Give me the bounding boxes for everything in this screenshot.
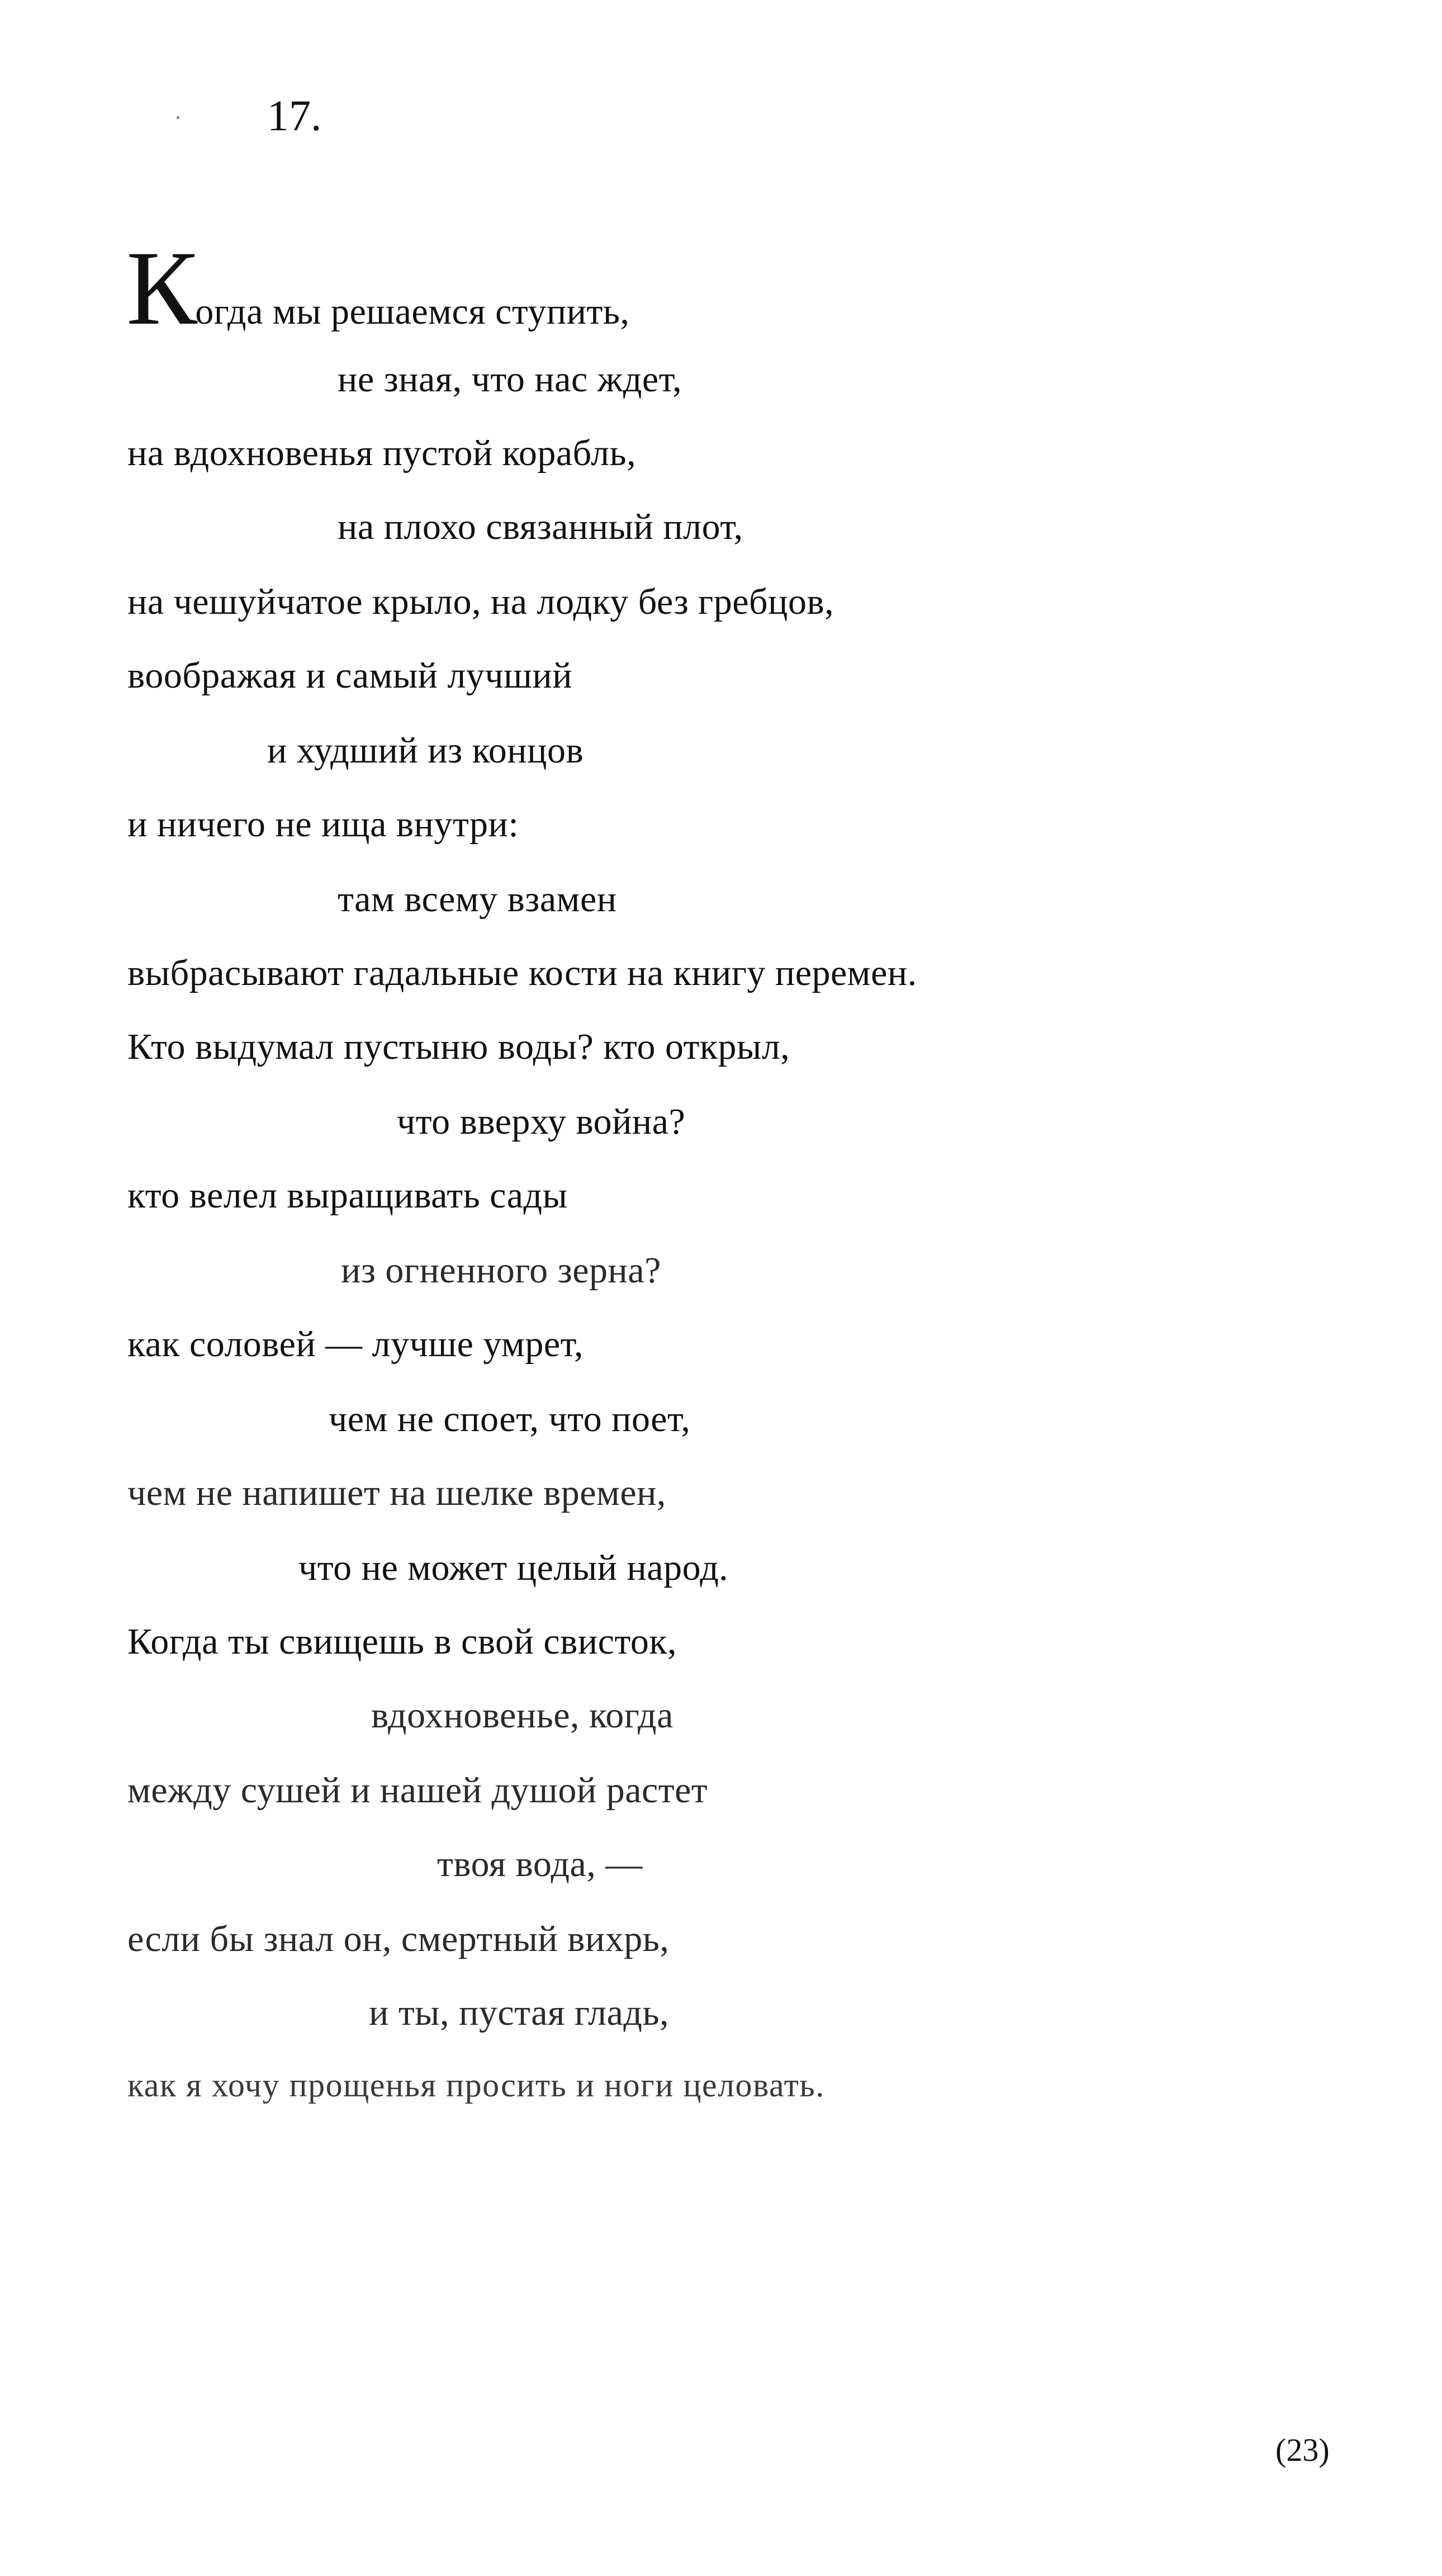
poem-line: на плохо связанный плот, — [338, 506, 743, 547]
poem-line: что не может целый народ. — [298, 1547, 729, 1588]
poem-line: выбрасывают гадальные кости на книгу перемен. — [127, 953, 917, 993]
poem-line: Когда ты свищешь в свой свисток, — [127, 1621, 677, 1662]
poem-line: чем не напишет на шелке времен, — [127, 1472, 666, 1513]
poem-line: что вверху война? — [397, 1101, 686, 1142]
poem-line: не зная, что нас ждет, — [338, 359, 682, 400]
poem-number: 17. — [267, 91, 322, 140]
poem-line: из огненного зерна? — [341, 1250, 661, 1291]
poem-line: вдохновенье, когда — [371, 1695, 673, 1736]
poem-line: и ничего не ища внутри: — [127, 804, 519, 845]
poem-line: и худший из концов — [267, 730, 584, 771]
page-number: (23) — [1275, 2432, 1330, 2468]
poem-line: и ты, пустая гладь, — [369, 1992, 670, 2033]
poem-line: на вдохновенья пустой корабль, — [127, 433, 637, 473]
drop-cap: К — [126, 230, 198, 347]
poem-line: там всему взамен — [338, 879, 617, 920]
scan-speck — [177, 116, 179, 119]
poem-line: твоя вода, — — [437, 1844, 643, 1884]
poem-line: если бы знал он, смертный вихрь, — [127, 1919, 670, 1959]
poem-line: Кто выдумал пустыню воды? кто открыл, — [127, 1026, 790, 1067]
poem-line-first — [126, 230, 630, 347]
poem-line: кто велел выращивать сады — [127, 1175, 568, 1216]
poem-line: как соловей — лучше умрет, — [127, 1324, 584, 1365]
poem-line-text: огда мы решаемся ступить, — [195, 291, 630, 332]
poem-line: на чешуйчатое крыло, на лодку без гребцов, — [127, 581, 834, 622]
poem-line: как я хочу прощенья просить и ноги целовать. — [127, 2067, 825, 2104]
poem-line: воображая и самый лучший — [127, 655, 573, 696]
poem-line: между сушей и нашей душой растет — [127, 1770, 708, 1811]
poem-line: чем не споет, что поет, — [329, 1399, 691, 1439]
